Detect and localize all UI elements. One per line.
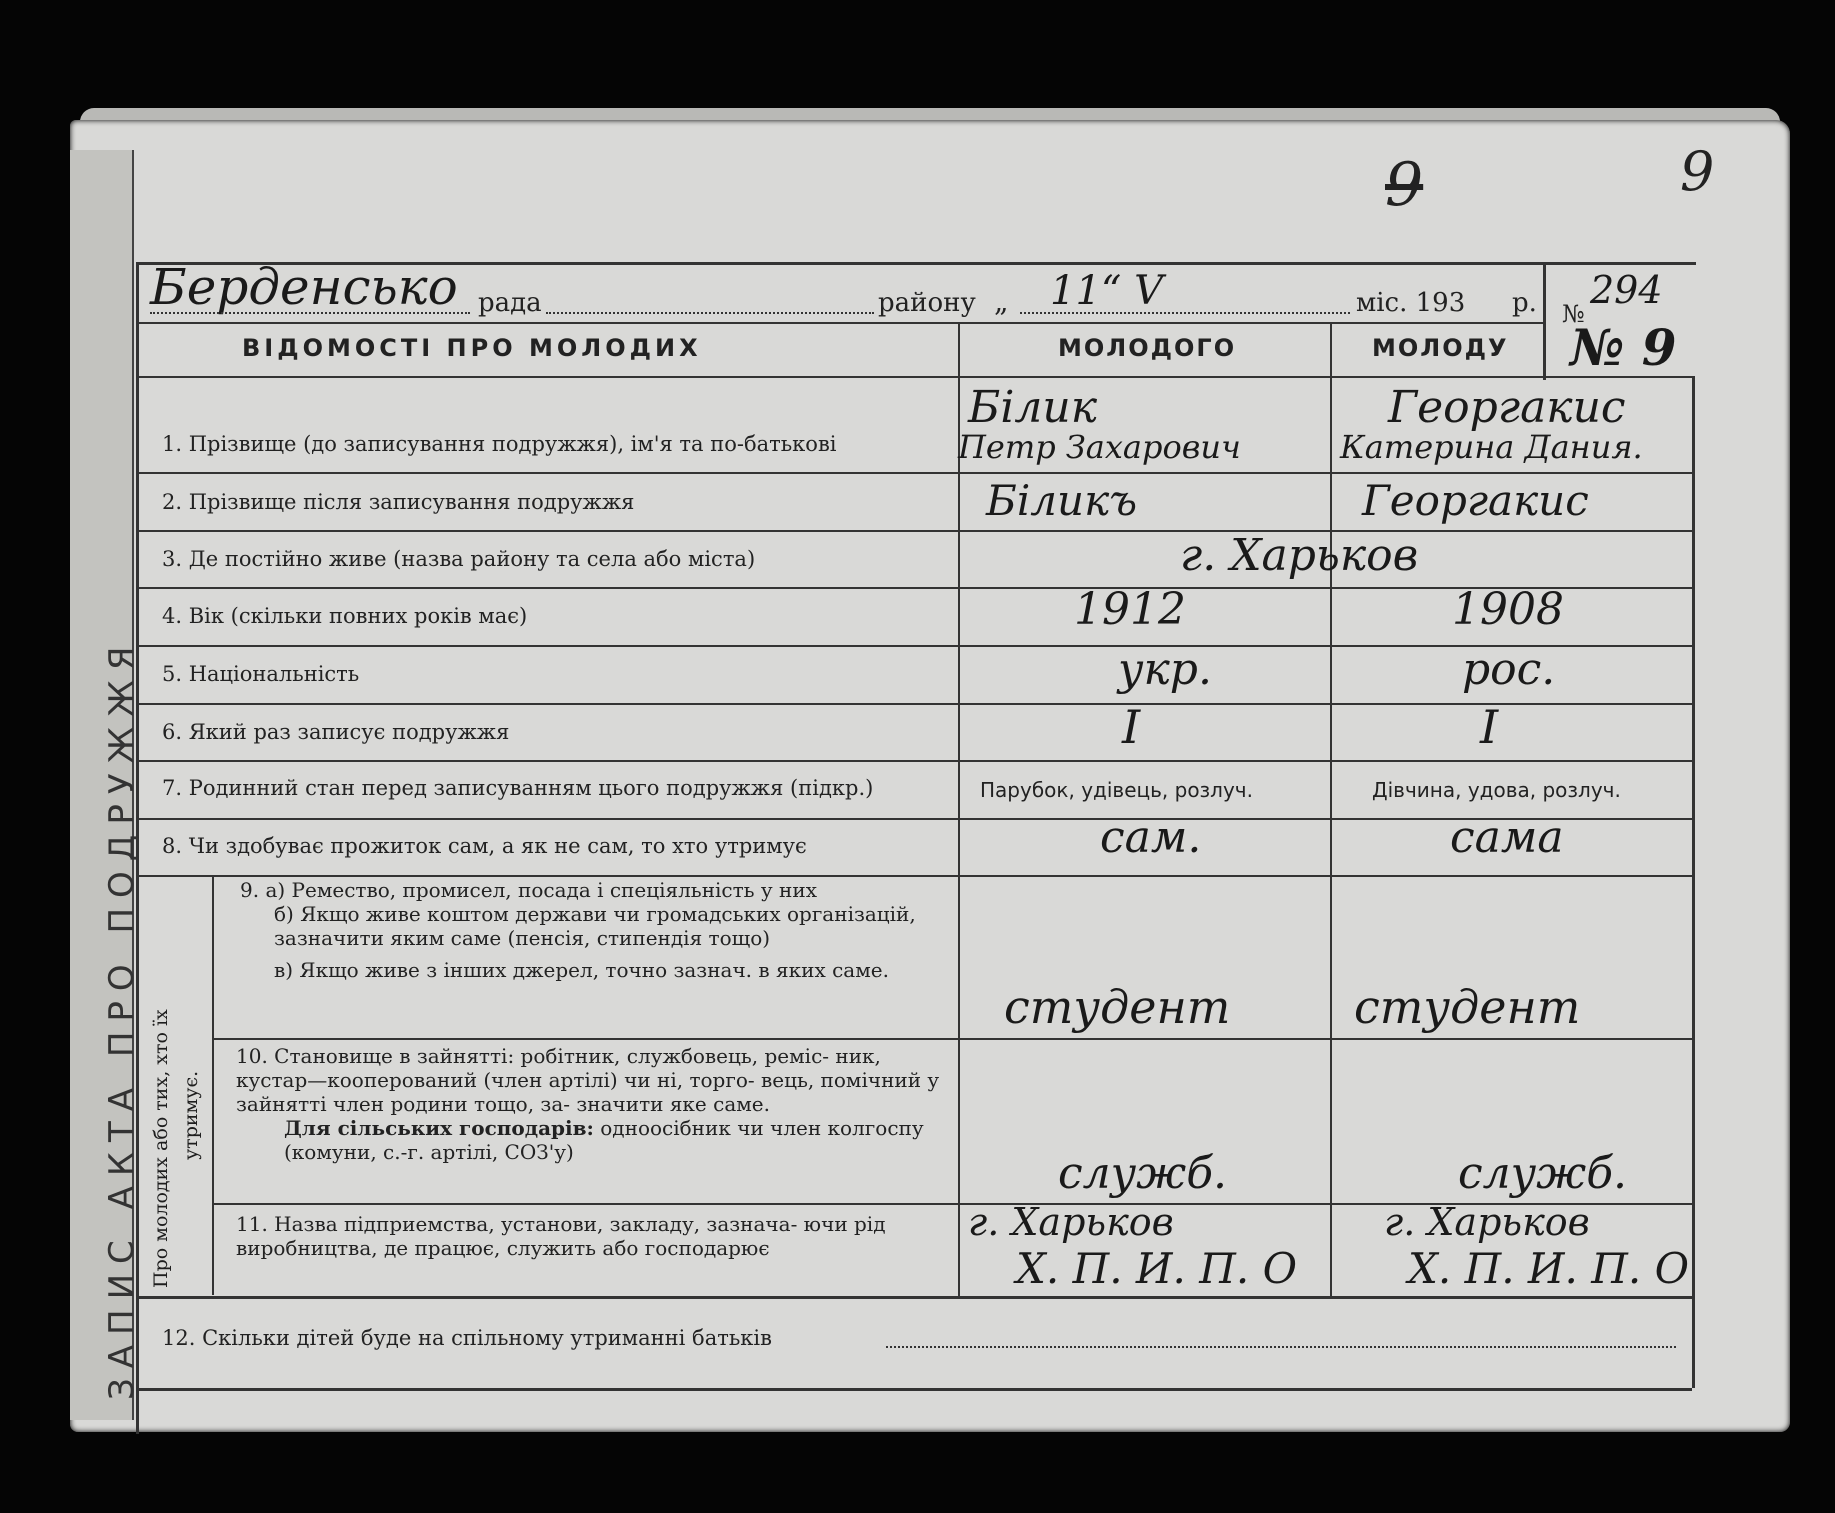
row-10-text: 10. Становище в зайнятті: робітник, службовець, реміс- ник, кустар—кооперований (член артілі) чи ні, торго- вець, помічний у зайнятті член родини тощо, за- значити яке саме. [236,1044,940,1116]
number-label: № [1562,300,1585,328]
frame-left [136,262,139,1434]
header-row-bottom [136,376,1692,378]
row-2-label: 2. Прізвище після записування подружжя [162,490,635,514]
header-row-top [136,322,1546,324]
divider-bride [1330,322,1332,1296]
row-8-bride-value: сама [1450,812,1564,863]
raion-label: району [878,288,976,318]
row-6-label: 6. Який раз записує подружжя [162,720,510,744]
row-9b-text: б) Якщо живе коштом держави чи громадських організацій, зазначити яким саме (пенсія, стипендія тощо) [274,902,916,950]
column-title-bride: МОЛОДУ [1372,334,1509,362]
row-9-groom-value: студент [1004,980,1231,1034]
date-dotline [1020,312,1350,314]
row-3-residence-value: г. Харьков [1180,530,1419,581]
row-11-groom-value: г. Харьков [968,1200,1174,1244]
row-2-bottom [136,530,1692,532]
row-12-bottom [136,1388,1692,1391]
row-8-label: 8. Чи здобуває прожиток сам, а як не сам, то хто утримує [162,834,807,858]
row-4-bride-value: 1908 [1452,584,1564,635]
rada-label: рада [478,288,542,318]
row-11-bottom [136,1296,1692,1299]
row-1-bottom [136,472,1692,474]
row-5-label: 5. Національність [162,662,360,686]
row-4-label: 4. Вік (скільки повних років має) [162,604,528,628]
side-note-line-2: утримує. [180,1070,202,1160]
year-suffix: р. [1512,288,1537,318]
row-10-text-2: одноосібник чи член колгоспу (комуни, с.-г. артілі, СОЗ'у) [284,1116,924,1164]
row-3-label: 3. Де постійно живе (назва району та села або міста) [162,547,756,571]
row-1-groom-name: Петр Захарович [958,428,1241,466]
row-1-bride-surname: Георгакис [1388,382,1626,433]
frame-right [1692,376,1695,1296]
row-1-label: 1. Прізвище (до записування подружжя), ім'я та по-батькові [162,432,837,456]
row-10-groom-value: служб. [1058,1148,1228,1199]
row-9c-text: в) Якщо живе з інших джерел, точно зазнач. в яких саме. [274,958,889,982]
date-handwritten: 11“ V [1050,268,1163,314]
column-title-info: ВІДОМОСТІ ПРО МОЛОДИХ [242,334,702,362]
side-note-line-1: Про молодих або тих, хто їх [150,1009,172,1288]
crossed-page-number: 9 [1385,150,1424,220]
number-box-left [1543,262,1546,380]
row-12-label: 12. Скільки дітей буде на спільному утриманні батьків [162,1326,772,1350]
row-4-bottom [136,645,1692,647]
row-11-label: 11. Назва підприемства, установи, закладу, зазнача- ючи рід виробництва, де працює, служить або господарює [236,1212,886,1260]
row-9-bride-value: студент [1354,980,1581,1034]
side-note-divider [212,875,214,1295]
row-9-bottom [212,1038,1692,1040]
row-12-right [1692,1296,1695,1388]
rada-dotline [546,312,874,314]
row-4-groom-value: 1912 [1074,584,1186,635]
row-6-groom-value: I [1122,700,1141,754]
binding-title: ЗАПИС АКТА ПРО ПОДРУЖЖЯ [102,636,142,1400]
row-5-bottom [136,703,1692,705]
council-dotline [150,312,470,314]
row-1-groom-surname: Білик [968,382,1098,433]
row-10-label [236,1044,940,1164]
row-10-bride-value: служб. [1458,1148,1628,1199]
row-7-label: 7. Родинний стан перед записуванням цього подружжя (підкр.) [162,776,874,800]
row-5-groom-value: укр. [1118,644,1212,695]
council-handwritten: Берденсько [150,258,458,316]
row-6-bride-value: I [1480,700,1499,754]
row-12-dotline [886,1346,1676,1348]
row-1-bride-name: Катерина Дания. [1340,428,1643,466]
row-11-groom-value-2: Х. П. И. П. О [1016,1244,1298,1293]
date-open-quote: „ [994,285,1009,318]
row-7-groom-options: Парубок, удівець, розлуч. [980,778,1253,802]
record-number-handwritten: 294 [1590,268,1663,312]
row-5-bride-value: рос. [1462,644,1556,695]
row-7-bride-options: Дівчина, удова, розлуч. [1372,778,1621,802]
row-11-bride-value: г. Харьков [1384,1200,1590,1244]
divider-groom [958,322,960,1296]
row-2-groom-value: Біликъ [986,476,1138,525]
month-year-label: міс. 193 [1356,288,1466,318]
row-6-bottom [136,760,1692,762]
row-8-groom-value: сам. [1100,812,1202,863]
page-number: 9 [1680,140,1715,203]
row-9-label [240,878,940,982]
row-8-bottom [136,875,1692,877]
row-11-bride-value-2: Х. П. И. П. О [1408,1244,1690,1293]
row-2-bride-value: Георгакис [1362,476,1589,525]
record-number-handwritten-2: № 9 [1570,318,1677,377]
row-9a-text: 9. а) Ремество, промисел, посада і спеціяльність у них [240,878,817,902]
column-title-groom: МОЛОДОГО [1058,334,1237,362]
row-10-bold-text: Для сільських господарів: [284,1116,594,1140]
